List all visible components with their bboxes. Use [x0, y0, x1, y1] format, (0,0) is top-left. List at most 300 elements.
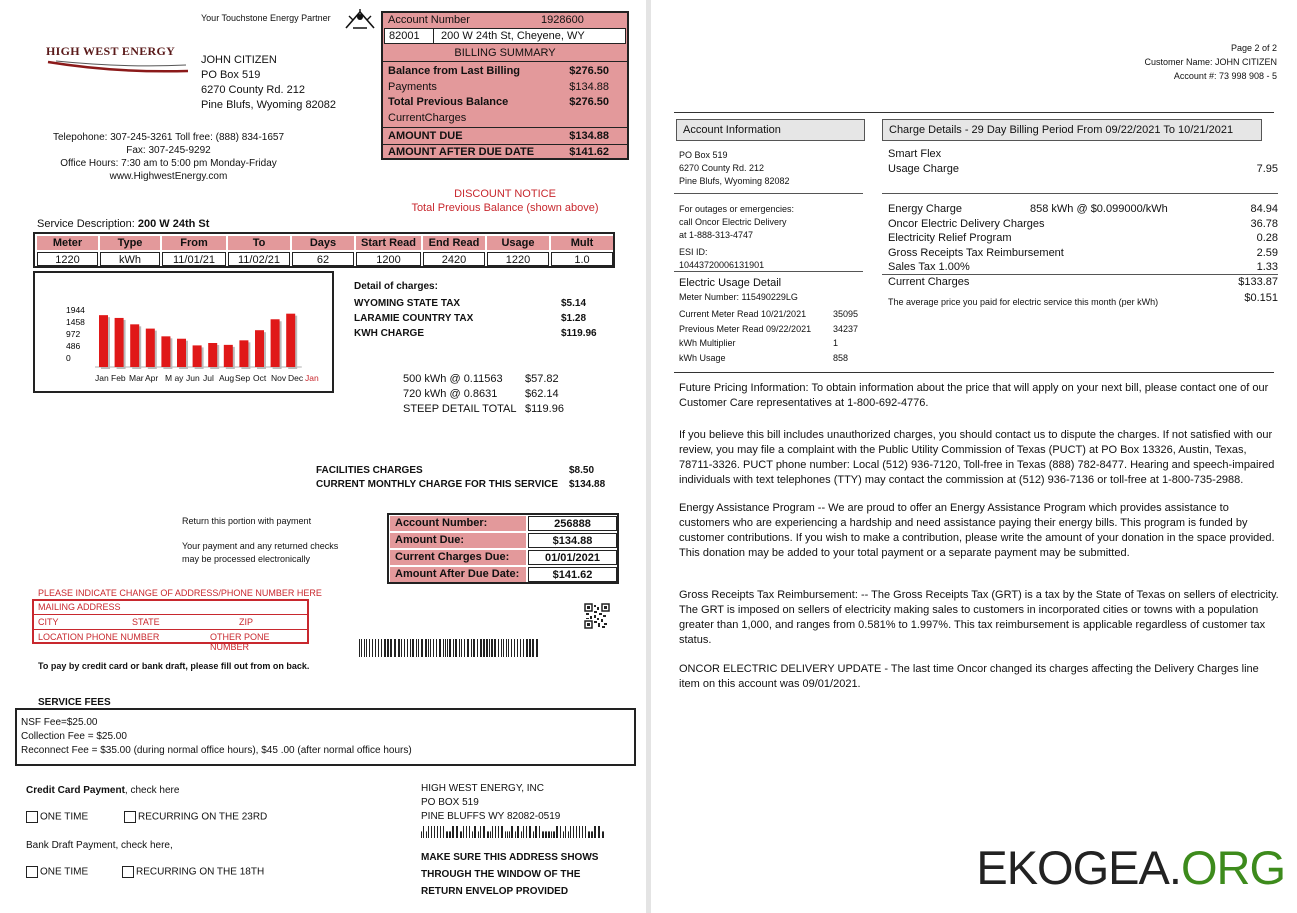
- energy-assistance-paragraph: Energy Assistance Program -- We are proud to offer an Energy Assistance Program which provides assistance to customers who are experiencing a hardship and need assistance paying their energy bills. This program is funded by customer contributions. If you wish to make a contribution, please write the amount of your donation in the space provided. This donation may be added to your total payment or a separate payment may be submitted.: [679, 502, 1275, 559]
- meter-cell: 1220: [37, 252, 98, 266]
- payment-stub: [387, 513, 619, 584]
- facilities-value: $8.50: [569, 465, 595, 476]
- account-info-heading: Account Information: [676, 119, 865, 141]
- barcode-bar: [410, 639, 411, 657]
- contact-fax: Fax: 307-245-9292: [126, 145, 211, 156]
- meter-cell: 11/02/21: [228, 252, 290, 266]
- amount-due-value: $134.88: [569, 130, 609, 142]
- logo-swoosh-icon: [46, 59, 191, 73]
- usage-row-value: 35095: [833, 309, 859, 319]
- partner-tagline: Your Touchstone Energy Partner: [201, 13, 331, 23]
- step-value: $57.82: [525, 373, 559, 385]
- barcode-bar: [573, 826, 574, 838]
- window-note-line: RETURN ENVELOP PROVIDED: [421, 886, 569, 897]
- bill-page-2: [651, 0, 1297, 913]
- charge-value: 84.94: [1250, 203, 1278, 215]
- barcode-bar: [492, 826, 493, 838]
- summary-row-value: $276.50: [569, 65, 609, 77]
- customer-name: JOHN CITIZEN: [201, 54, 277, 66]
- contact-hours: Office Hours: 7:30 am to 5:00 pm Monday-Friday: [60, 158, 277, 169]
- x-tick-label: Feb: [111, 373, 126, 383]
- service-fee-line: Reconnect Fee = $35.00 (during normal office hours), $45 .00 (after normal office hours): [21, 745, 412, 756]
- barcode-bar: [509, 831, 510, 838]
- service-description: [37, 218, 209, 230]
- return-portion-text: Return this portion with payment: [182, 516, 312, 526]
- x-tick-label: Dec: [288, 373, 304, 383]
- barcode-bar: [526, 639, 528, 657]
- barcode-bar: [443, 639, 444, 657]
- mailing-address-label: MAILING ADDRESS: [38, 602, 121, 612]
- barcode-bar: [449, 639, 451, 657]
- charge-value: 2.59: [1256, 246, 1278, 259]
- window-note-line: MAKE SURE THIS ADDRESS SHOWS: [421, 852, 599, 863]
- watermark-part2: ORG: [1180, 841, 1285, 894]
- usage-row: [679, 336, 864, 351]
- meter-table: [33, 232, 615, 268]
- charge-row: [888, 231, 1278, 246]
- barcode-bar: [443, 826, 444, 838]
- usage-row-value: 1: [833, 338, 839, 348]
- detail-label: WYOMING STATE TAX: [354, 298, 461, 309]
- usage-rows: [679, 307, 864, 365]
- service-fee-line: Collection Fee = $25.00: [21, 731, 127, 742]
- discount-text: Total Previous Balance (shown above): [411, 202, 599, 214]
- barcode-bar: [568, 831, 569, 838]
- meter-header: Usage: [487, 236, 549, 250]
- x-tick-label: Apr: [145, 373, 159, 383]
- bd-one-time-label: ONE TIME: [40, 866, 89, 878]
- detail-row: [354, 311, 590, 326]
- charge-row: [888, 260, 1278, 275]
- meter-cell: 1200: [356, 252, 421, 266]
- barcode-bar: [501, 826, 503, 838]
- credit-card-heading-bold: Credit Card Payment: [26, 785, 125, 796]
- contact-info: [46, 131, 291, 183]
- barcode-bar: [598, 826, 600, 838]
- usage-charge-label: Usage Charge: [888, 163, 959, 175]
- contact-web[interactable]: www.HighwestEnergy.com: [109, 171, 228, 182]
- barcode-bar: [418, 639, 419, 657]
- y-tick-label: 1944: [66, 305, 85, 315]
- barcode-bar: [421, 639, 423, 657]
- x-tick-label: Sep: [235, 373, 251, 383]
- usage-bar: [146, 329, 155, 367]
- barcode-bar: [520, 639, 521, 657]
- state-label: STATE: [132, 617, 160, 627]
- change-address-form: [32, 599, 309, 652]
- payment-note-line2: may be processed electronically: [182, 554, 311, 564]
- barcode-bar: [490, 831, 491, 838]
- esi-value: 10443720006131901: [679, 260, 765, 270]
- service-fee-line: NSF Fee=$25.00: [21, 717, 98, 728]
- meter-number: Meter Number: 115490229LG: [679, 292, 798, 302]
- x-tick-label: Jun: [186, 373, 200, 383]
- barcode-bar: [498, 826, 499, 838]
- company-logo-text: HIGH WEST ENERGY: [46, 44, 176, 58]
- city-state-zip-field[interactable]: [34, 615, 307, 630]
- barcode-bar: [526, 826, 527, 838]
- barcode-bar: [542, 831, 544, 838]
- detail-row: [354, 326, 597, 341]
- barcode-bar: [425, 639, 427, 657]
- barcode-bar: [588, 831, 590, 838]
- stub-value: $134.88: [528, 533, 617, 548]
- qr-code-icon: [584, 603, 610, 629]
- usage-bar: [177, 339, 186, 367]
- bd-one-time-option[interactable]: [26, 866, 88, 878]
- facilities-summary: [316, 464, 606, 492]
- cc-one-time-checkbox[interactable]: [26, 811, 38, 823]
- usage-row: [679, 322, 864, 337]
- y-tick-label: 1458: [66, 317, 85, 327]
- step-value: $62.14: [525, 388, 559, 400]
- outage-info: [679, 203, 794, 272]
- barcode-bar: [359, 639, 360, 657]
- detail-row: [354, 296, 590, 311]
- stub-label: Account Number:: [390, 516, 526, 531]
- step-row: [403, 402, 583, 417]
- page2-header: [1144, 41, 1277, 83]
- x-tick-label: Jul: [203, 373, 214, 383]
- barcode-bar: [491, 639, 493, 657]
- stub-value: 256888: [528, 516, 617, 531]
- remit-barcode-icon: [421, 825, 606, 843]
- charge-value: 1.33: [1256, 261, 1278, 274]
- barcode-bar: [398, 639, 400, 657]
- grt-paragraph: Gross Receipts Tax Reimbursement: -- The Gross Receipts Tax (GRT) is a tax by the State of Texas on sellers of electricity. The GRT is imposed on sellers of electricity making sales to customers in incorporated cities or towns with a population greater than 1,000, and ranges from 0.581% to 1.997%. This tax reimbursement is applicable regardless of customer tax status.: [679, 589, 1279, 646]
- barcode-bar: [473, 639, 475, 657]
- barcode-bar: [440, 826, 441, 838]
- barcode-bar: [487, 831, 489, 838]
- service-description-value: 200 W 24th St: [137, 218, 210, 230]
- charge-label: Sales Tax 1.00%: [888, 261, 970, 274]
- info-address-line: 6270 County Rd. 212: [679, 163, 765, 173]
- remit-box: PO BOX 519: [421, 797, 479, 808]
- usage-row: [679, 307, 864, 322]
- barcode-bar: [378, 639, 379, 657]
- service-address: 200 W 24th St, Cheyene, WY: [441, 30, 585, 42]
- window-note: [421, 849, 598, 900]
- barcode-bar: [460, 831, 462, 838]
- charge-row: [888, 217, 1278, 232]
- customer-address: [201, 53, 336, 113]
- meter-header: Start Read: [356, 236, 421, 250]
- barcode-bar: [505, 831, 506, 838]
- detail-label: KWH CHARGE: [354, 328, 424, 339]
- barcode-bar: [369, 639, 370, 657]
- barcode-bar: [428, 826, 429, 838]
- payment-note-line1: Your payment and any returned checks: [182, 541, 339, 551]
- barcode-bar: [556, 826, 558, 838]
- cc-recurring-option[interactable]: [124, 811, 267, 823]
- page2-customer-name: Customer Name: JOHN CITIZEN: [1144, 57, 1277, 67]
- service-zip: 82001: [389, 30, 420, 42]
- barcode-bar: [446, 831, 448, 838]
- barcode-bar: [498, 639, 499, 657]
- detail-value: $1.28: [561, 313, 587, 324]
- usage-chart: [33, 271, 334, 393]
- step-value: $119.96: [525, 403, 564, 415]
- barcode-bar: [585, 826, 586, 838]
- barcode-bar: [480, 639, 482, 657]
- barcode-bar: [517, 639, 518, 657]
- service-description-label: Service Description:: [37, 218, 138, 230]
- barcode-bar: [453, 639, 454, 657]
- bd-recurring-checkbox[interactable]: [122, 866, 134, 878]
- pay-by-card-note: To pay by credit card or bank draft, please fill out from on back.: [38, 661, 310, 671]
- payment-note: [182, 540, 338, 566]
- detail-label: LARAMIE COUNTRY TAX: [354, 313, 474, 324]
- charge-rows: [888, 202, 1278, 275]
- barcode-bar: [521, 831, 522, 838]
- barcode-bar: [501, 639, 502, 657]
- x-tick-label: Jan: [305, 373, 319, 383]
- barcode-bar: [375, 639, 376, 657]
- service-address-row: [384, 28, 626, 44]
- customer-line2: 6270 County Rd. 212: [201, 84, 305, 96]
- meter-header: Type: [100, 236, 160, 250]
- barcode-bar: [532, 639, 534, 657]
- current-charges-row: [888, 276, 1278, 288]
- barcode-bar: [576, 826, 577, 838]
- meter-header: Days: [292, 236, 354, 250]
- barcode-bar: [387, 639, 389, 657]
- barcode-bar: [412, 639, 414, 657]
- detail-title: Detail of charges:: [354, 281, 438, 292]
- barcode-bar: [472, 831, 473, 838]
- barcode-bar: [483, 826, 485, 838]
- x-tick-label: Oct: [253, 373, 267, 383]
- meter-cell: 11/01/21: [162, 252, 226, 266]
- barcode-bar: [594, 826, 596, 838]
- barcode-bar: [434, 826, 435, 838]
- customer-line1: PO Box 519: [201, 69, 261, 81]
- barcode-bar: [591, 831, 593, 838]
- charge-rate: 858 kWh @ $0.099000/kWh: [1030, 203, 1168, 215]
- barcode-bar: [489, 639, 490, 657]
- credit-card-heading: [26, 785, 179, 796]
- barcode-bar: [565, 826, 566, 838]
- usage-row-value: 34237: [833, 323, 859, 334]
- credit-card-heading-rest: , check here: [124, 785, 180, 796]
- step-label: STEEP DETAIL TOTAL: [403, 403, 517, 415]
- barcode-bar: [494, 639, 496, 657]
- barcode-bar: [602, 831, 604, 838]
- usage-detail-title: Electric Usage Detail: [679, 277, 782, 289]
- barcode-bar: [536, 639, 538, 657]
- barcode-bar: [466, 826, 467, 838]
- cc-recurring-checkbox[interactable]: [124, 811, 136, 823]
- city-label: CITY: [38, 617, 59, 627]
- customer-line3: Pine Blufs, Wyoming 82082: [201, 99, 337, 111]
- barcode-bar: [467, 639, 469, 657]
- barcode-bar: [483, 639, 485, 657]
- stub-value: $141.62: [528, 567, 617, 582]
- barcode-bar: [523, 826, 524, 838]
- zip-label: ZIP: [239, 617, 254, 627]
- x-tick-label: M ay: [165, 373, 184, 383]
- barcode-bar: [514, 639, 515, 657]
- usage-row-label: kWh Multiplier: [679, 338, 736, 348]
- postal-barcode-icon: [359, 639, 539, 662]
- barcode-bar: [456, 826, 458, 838]
- barcode-bar: [452, 826, 454, 838]
- barcode-bar: [404, 639, 405, 657]
- meter-header: Mult: [551, 236, 613, 250]
- usage-bar: [224, 345, 233, 367]
- barcode-bar: [445, 639, 446, 657]
- meter-header: End Read: [423, 236, 485, 250]
- barcode-bar: [539, 826, 540, 838]
- watermark-part1: EKOGEA.: [976, 841, 1181, 894]
- usage-bar: [193, 345, 202, 367]
- usage-row-label: Previous Meter Read 09/22/2021: [679, 323, 812, 334]
- barcode-bar: [548, 831, 550, 838]
- bd-one-time-checkbox[interactable]: [26, 866, 38, 878]
- remit-name: HIGH WEST ENERGY, INC: [421, 783, 544, 794]
- meter-cell: 62: [292, 252, 354, 266]
- mailing-address-field[interactable]: [34, 601, 307, 615]
- cooperative-logo-icon: [343, 8, 377, 35]
- barcode-bar: [361, 639, 362, 657]
- change-address-title: PLEASE INDICATE CHANGE OF ADDRESS/PHONE NUMBER HERE: [38, 588, 322, 598]
- current-charges-label: Current Charges: [888, 276, 970, 288]
- barcode-bar: [381, 639, 382, 657]
- discount-title: DISCOUNT NOTICE: [454, 188, 556, 200]
- contact-phone: Telepohone: 307-245-3261 Toll free: (888) 834-1657: [52, 132, 285, 143]
- barcode-bar: [384, 639, 386, 657]
- esi-label: ESI ID:: [679, 247, 708, 257]
- service-fees-box: [15, 708, 636, 766]
- barcode-bar: [551, 831, 552, 838]
- barcode-bar: [366, 639, 367, 657]
- barcode-bar: [436, 639, 437, 657]
- phone-field[interactable]: [34, 630, 307, 652]
- barcode-bar: [529, 639, 531, 657]
- usage-row-label: Current Meter Read 10/21/2021: [679, 309, 807, 319]
- usage-row: [679, 351, 864, 366]
- discount-notice: [380, 187, 630, 215]
- barcode-bar: [455, 639, 457, 657]
- barcode-bar: [471, 639, 472, 657]
- facilities-label: FACILITIES CHARGES: [316, 465, 423, 476]
- barcode-bar: [533, 831, 534, 838]
- summary-row-label: CurrentCharges: [388, 112, 467, 124]
- bd-recurring-option[interactable]: [122, 866, 264, 878]
- barcode-bar: [449, 831, 451, 838]
- usage-bar: [99, 315, 108, 367]
- barcode-bar: [570, 826, 571, 838]
- stub-label: Current Charges Due:: [390, 550, 526, 565]
- service-fees-title: SERVICE FEES: [38, 697, 111, 708]
- barcode-bar: [529, 826, 531, 838]
- barcode-bar: [517, 826, 519, 838]
- charge-label: Electricity Relief Program: [888, 232, 1012, 245]
- barcode-bar: [430, 639, 431, 657]
- barcode-bar: [407, 639, 408, 657]
- barcode-bar: [461, 639, 462, 657]
- usage-bar: [130, 324, 139, 367]
- account-number-value: 1928600: [541, 14, 584, 26]
- barcode-bar: [401, 639, 402, 657]
- barcode-bar: [511, 826, 513, 838]
- page-number: Page 2 of 2: [1230, 43, 1277, 53]
- x-tick-label: Jan: [95, 373, 109, 383]
- after-due-value: $141.62: [569, 146, 609, 158]
- meter-cell: 2420: [423, 252, 485, 266]
- charge-row: [888, 202, 1278, 217]
- barcode-bar: [582, 826, 583, 838]
- barcode-bar: [372, 639, 373, 657]
- barcode-bar: [515, 831, 516, 838]
- meter-header: From: [162, 236, 226, 250]
- stub-label: Amount Due:: [390, 533, 526, 548]
- barcode-bar: [545, 831, 547, 838]
- barcode-bar: [506, 639, 507, 657]
- barcode-bar: [390, 639, 392, 657]
- outage-line: at 1-888-313-4747: [679, 230, 754, 240]
- barcode-bar: [511, 639, 512, 657]
- barcode-bar: [480, 826, 481, 838]
- x-tick-label: Aug: [219, 373, 235, 383]
- summary-row-value: $276.50: [569, 96, 609, 108]
- usage-bar: [271, 319, 280, 367]
- average-price-label: The average price you paid for electric service this month (per kWh): [888, 297, 1159, 307]
- barcode-bar: [426, 831, 427, 838]
- step-row: [403, 372, 583, 387]
- meter-header: To: [228, 236, 290, 250]
- barcode-bar: [553, 831, 555, 838]
- usage-bar: [115, 318, 124, 367]
- charge-row: [888, 246, 1278, 261]
- average-price-row: [888, 292, 1278, 310]
- stub-label: Amount After Due Date:: [390, 567, 526, 582]
- summary-row-label: Balance from Last Billing: [388, 65, 521, 77]
- location-phone-label: LOCATION PHONE NUMBER: [38, 632, 160, 642]
- outage-line: call Oncor Electric Delivery: [679, 217, 787, 227]
- barcode-bar: [433, 639, 434, 657]
- barcode-bar: [364, 639, 365, 657]
- barcode-bar: [439, 639, 441, 657]
- charge-value: 36.78: [1250, 217, 1278, 230]
- step-label: 500 kWh @ 0.11563: [403, 373, 503, 385]
- barcode-bar: [421, 831, 422, 838]
- barcode-bar: [495, 826, 496, 838]
- step-label: 720 kWh @ 0.8631: [403, 388, 498, 400]
- charge-label: Energy Charge: [888, 203, 962, 215]
- barcode-bar: [423, 826, 424, 838]
- y-tick-label: 0: [66, 353, 71, 363]
- x-tick-label: Nov: [271, 373, 287, 383]
- summary-row-label: Total Previous Balance: [388, 96, 509, 108]
- barcode-bar: [560, 826, 561, 838]
- usage-charge-value: 7.95: [1256, 163, 1278, 175]
- bd-recurring-label: RECURRING ON THE 18TH: [136, 866, 265, 878]
- cc-one-time-option[interactable]: [26, 811, 88, 823]
- usage-charge-row: [888, 163, 1278, 175]
- monthly-charge-value: $134.88: [569, 479, 606, 490]
- barcode-bar: [474, 826, 476, 838]
- barcode-bar: [478, 831, 479, 838]
- meter-cell: 1220: [487, 252, 549, 266]
- watermark: [976, 840, 1285, 896]
- detail-value: $119.96: [561, 328, 597, 339]
- barcode-bar: [563, 831, 564, 838]
- billing-summary-box: [381, 11, 629, 160]
- oncor-update-paragraph: ONCOR ELECTRIC DELIVERY UPDATE - The last time Oncor changed its charges affecting the Delivery Charges line item on this account was 09/01/2021.: [679, 663, 1259, 690]
- barcode-bar: [416, 639, 417, 657]
- summary-row-label: Payments: [388, 81, 437, 93]
